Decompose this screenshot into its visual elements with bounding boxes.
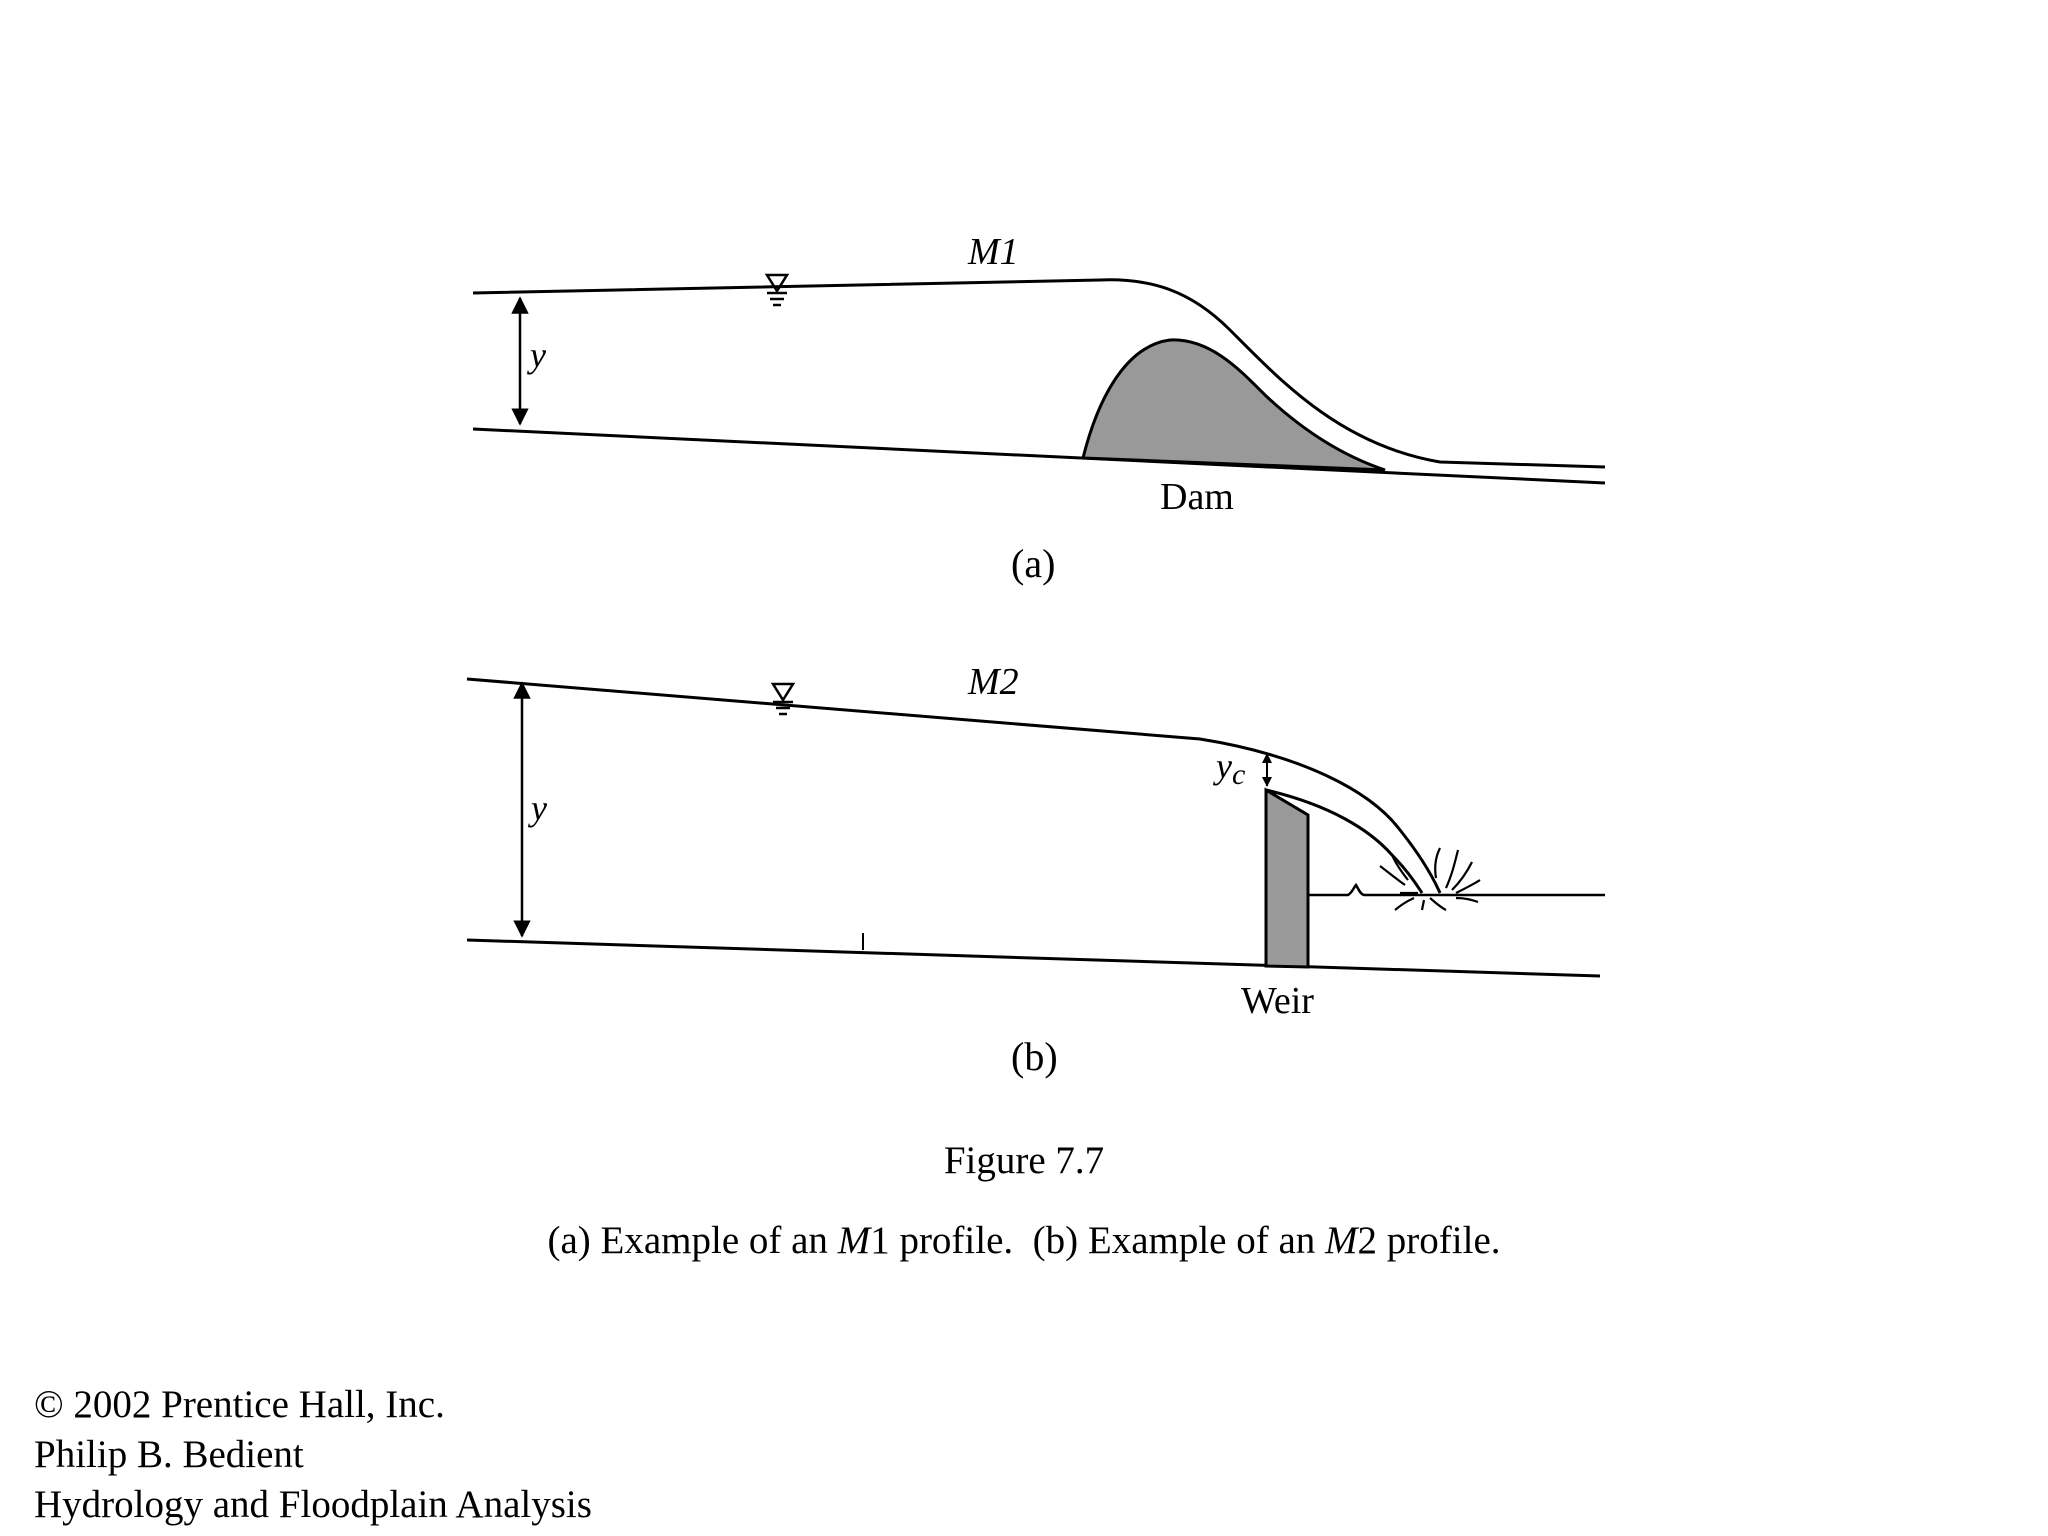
dam-label: Dam [1160, 476, 1234, 518]
caption-b-suffix: profile. [1377, 1219, 1501, 1262]
depth-label-a: y [530, 335, 546, 375]
panel-a [473, 231, 1605, 586]
dam-structure [1083, 340, 1385, 470]
caption-b-number: 2 [1357, 1219, 1378, 1262]
caption-a-number: 1 [870, 1219, 890, 1262]
caption-b-profile: M [1325, 1219, 1358, 1262]
weir-structure [1266, 790, 1308, 967]
caption-a-suffix: profile. [889, 1219, 1014, 1262]
credit-author: Philip B. Bedient [34, 1433, 304, 1476]
caption-a-profile: M [837, 1219, 871, 1262]
credit-copyright: © 2002 Prentice Hall, Inc. [34, 1383, 445, 1426]
channel-bed-a [473, 429, 1605, 483]
profile-label-m2: M2 [968, 661, 1019, 703]
channel-bed-b [467, 940, 1600, 976]
critical-depth-subscript: c [1231, 758, 1246, 791]
credits [34, 1380, 592, 1530]
caption-b-prefix: (b) Example of an [1032, 1219, 1326, 1262]
credit-book-title: Hydrology and Floodplain Analysis [34, 1483, 592, 1526]
panel-label-b: (b) [1011, 1034, 1058, 1079]
figure-caption [0, 1218, 2048, 1263]
profile-label-m1: M1 [968, 231, 1019, 273]
figure-title: Figure 7.7 [943, 1139, 1105, 1182]
panel-label-a: (a) [1011, 541, 1056, 586]
water-surface-m1 [473, 280, 1605, 467]
critical-depth-symbol: y [1216, 746, 1232, 786]
depth-label-b: y [531, 788, 547, 828]
caption-a-prefix: (a) Example of an [547, 1219, 838, 1262]
water-surface-symbol-b [773, 684, 793, 714]
weir-label: Weir [1241, 980, 1314, 1022]
water-surface-symbol-a [767, 275, 787, 305]
critical-depth-label [1213, 746, 1245, 791]
panel-b [467, 661, 1605, 1079]
